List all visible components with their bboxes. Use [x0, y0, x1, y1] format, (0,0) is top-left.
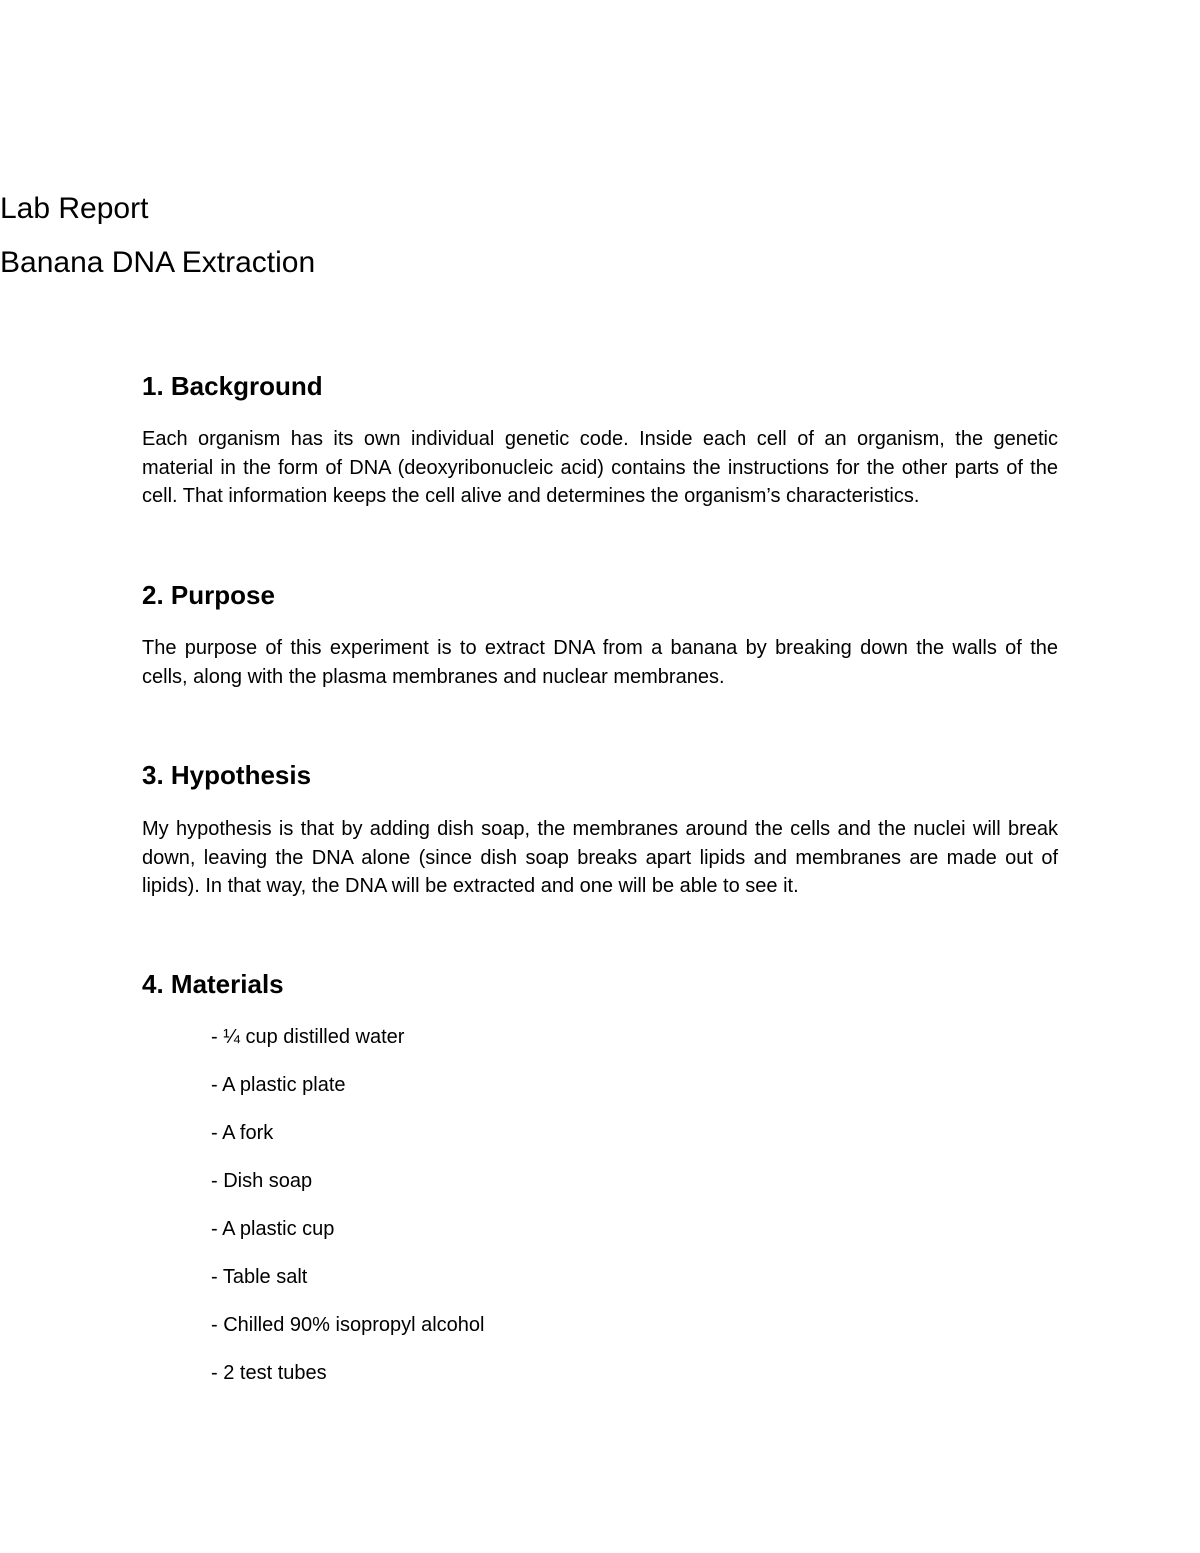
section-heading-hypothesis: 3. Hypothesis — [142, 760, 312, 790]
list-item: - A fork — [211, 1122, 274, 1144]
document-subtitle: Banana DNA Extraction — [0, 246, 316, 279]
list-item: - Dish soap — [211, 1170, 313, 1192]
section-text-background: Each organism has its own individual genetic code. Inside each cell of an organism, the genetic material in the form of DNA (deoxyribonucleic acid) contains the instructions for the other parts of the cell. That information keeps the cell alive and determines the organism’s characteristics. — [142, 428, 1058, 508]
list-item: - Chilled 90% isopropyl alcohol — [211, 1314, 485, 1336]
document-title: Lab Report — [0, 192, 149, 225]
section-heading-background: 1. Background — [142, 371, 323, 401]
list-item: - A plastic plate — [211, 1074, 346, 1096]
section-heading-purpose: 2. Purpose — [142, 580, 275, 610]
section-text-hypothesis: My hypothesis is that by adding dish soap, the membranes around the cells and the nuclei will break down, leaving the DNA alone (since dish soap breaks apart lipids and membranes are made out of lipids). In that way, the DNA will be extracted and one will be able to see it. — [142, 818, 1058, 898]
materials-list — [211, 1023, 484, 1407]
list-item: - 2 test tubes — [211, 1362, 327, 1384]
section-text-purpose: The purpose of this experiment is to extract DNA from a banana by breaking down the walls of the cells, along with the plasma membranes and nuclear membranes. — [142, 637, 1058, 688]
list-item: - ¼ cup distilled water — [211, 1026, 405, 1048]
section-heading-materials: 4. Materials — [142, 969, 284, 999]
list-item: - A plastic cup — [211, 1218, 335, 1240]
list-item: - Table salt — [211, 1266, 308, 1288]
